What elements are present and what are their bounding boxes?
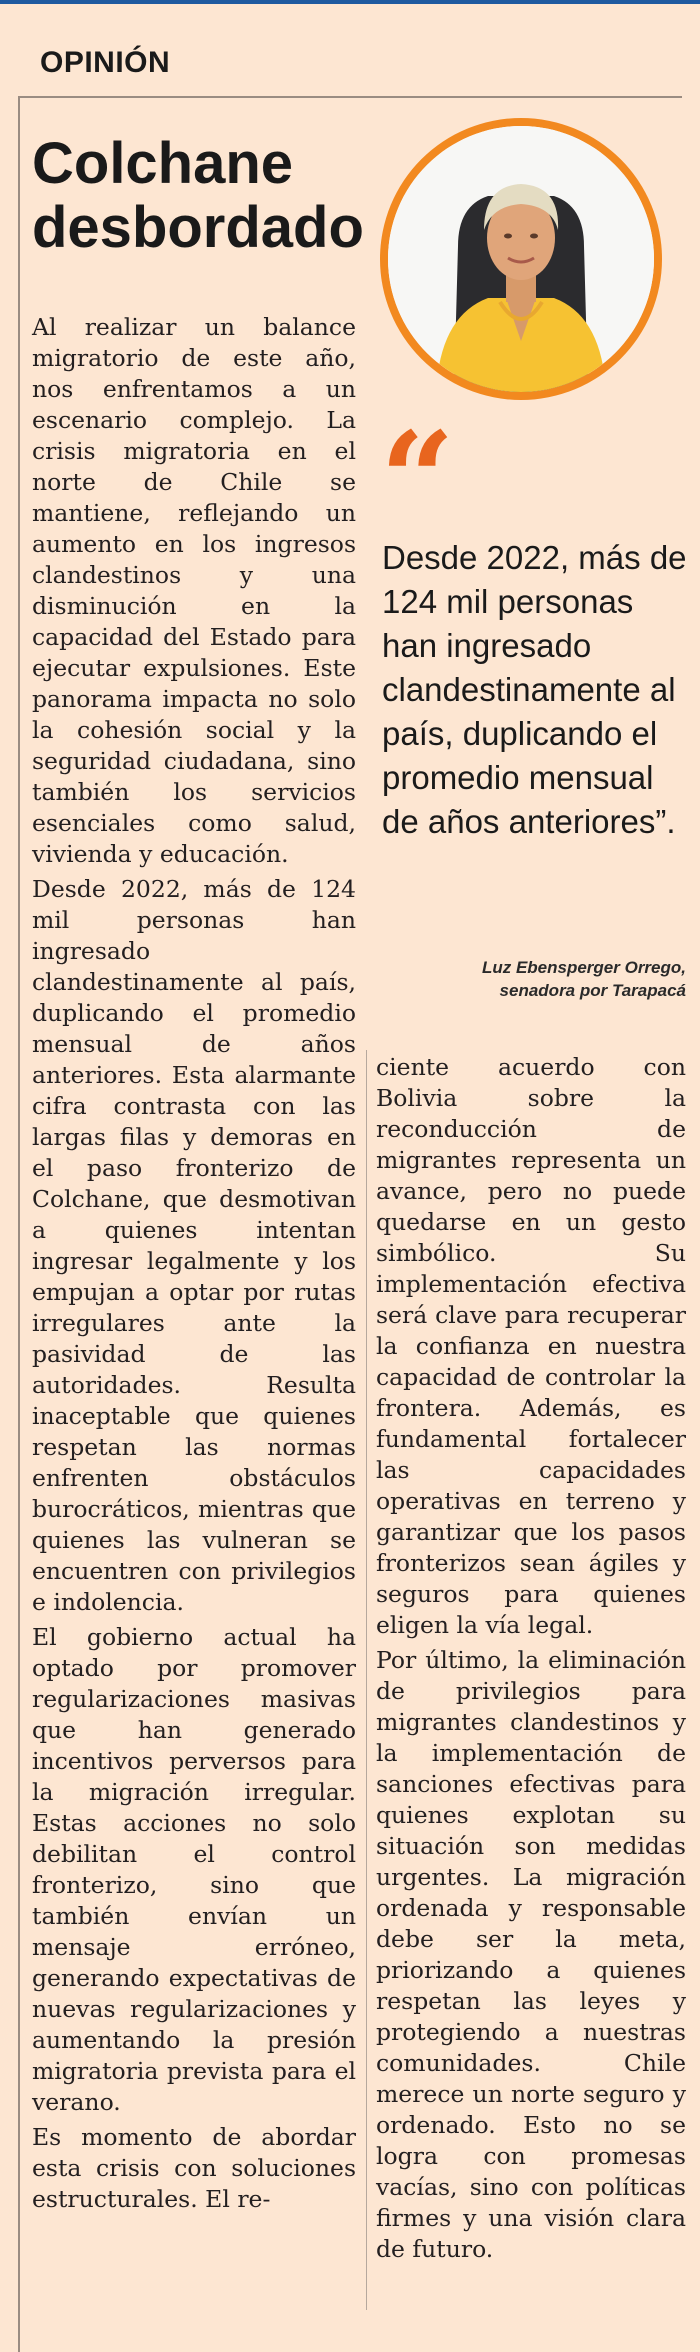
top-accent-line	[0, 0, 700, 4]
body-paragraph: ciente acuerdo con Bolivia sobre la reconducción de migrantes representa un avance, pero no puede quedarse en un gesto simbólico. Su implementación efectiva será clave para recuperar la confianza en nuestra capacidad de controlar la frontera. Además, es fundamental fortalecer las capacidades operativas en terreno y garantizar que los pasos fronterizos sean ágiles y seguros para quienes eligen la vía legal.	[376, 1053, 686, 1639]
body-column-right	[376, 1052, 686, 2269]
body-column-left	[32, 312, 356, 2219]
column-divider	[366, 1050, 367, 2310]
pull-quote: Desde 2022, más de 124 mil personas han ingresado clandestinamente al país, duplicando el promedio mensual de años anteriores”.	[382, 539, 687, 840]
author-portrait	[380, 118, 662, 400]
headline: Colchane desbordado	[32, 131, 364, 260]
frame-left-rule	[18, 96, 20, 2352]
body-paragraph: Por último, la eliminación de privilegios para migrantes clandestinos y la implementación de sanciones efectivas para quienes explotan su situación son medidas urgentes. La migración ordenada y responsable debe ser la meta, priorizando a quienes respetan las leyes y protegiendo a nuestras comunidades. Chile merece un norte seguro y ordenado. Esto no se logra con promesas vacías, sino con políticas firmes y una visión clara de futuro.	[376, 1646, 686, 2263]
byline-role: senadora por Tarapacá	[499, 981, 686, 1000]
byline-name: Luz Ebensperger Orrego,	[481, 958, 686, 977]
body-paragraph: El gobierno actual ha optado por promover regularizaciones masivas que han generado incentivos perversos para la migración irregular. Estas acciones no solo debilitan el control fronterizo, sino que también envían un mensaje erróneo, generando expectativas de nuevas regularizaciones y aumentando la presión migratoria prevista para el verano.	[32, 1623, 356, 2116]
byline	[380, 956, 686, 1002]
open-quote-icon: “	[380, 403, 455, 556]
body-paragraph: Al realizar un balance migratorio de este año, nos enfrentamos a un escenario complejo. La crisis migratoria en el norte de Chile se mantiene, reflejando un aumento en los ingresos clandestinos y una disminución en la capacidad del Estado para ejecutar expulsiones. Este panorama impacta no solo la cohesión social y la seguridad ciudadana, sino también los servicios esenciales como salud, vivienda y educación.	[32, 313, 356, 868]
body-paragraph: Es momento de abordar esta crisis con soluciones estructurales. El re-	[32, 2123, 356, 2213]
section-rule	[18, 96, 682, 98]
section-label: OPINIÓN	[40, 46, 171, 79]
body-paragraph: Desde 2022, más de 124 mil personas han ingresado clandestinamente al país, duplicando el promedio mensual de años anteriores. Esta alarmante cifra contrasta con las largas filas y demoras en el paso fronterizo de Colchane, que desmotivan a quienes intentan ingresar legalmente y los empujan a optar por rutas irregulares ante la pasividad de las autoridades. Resulta inaceptable que quienes respetan las normas enfrenten obstáculos burocráticos, mientras que quienes las vulneran se encuentren con privilegios e indolencia.	[32, 875, 356, 1616]
